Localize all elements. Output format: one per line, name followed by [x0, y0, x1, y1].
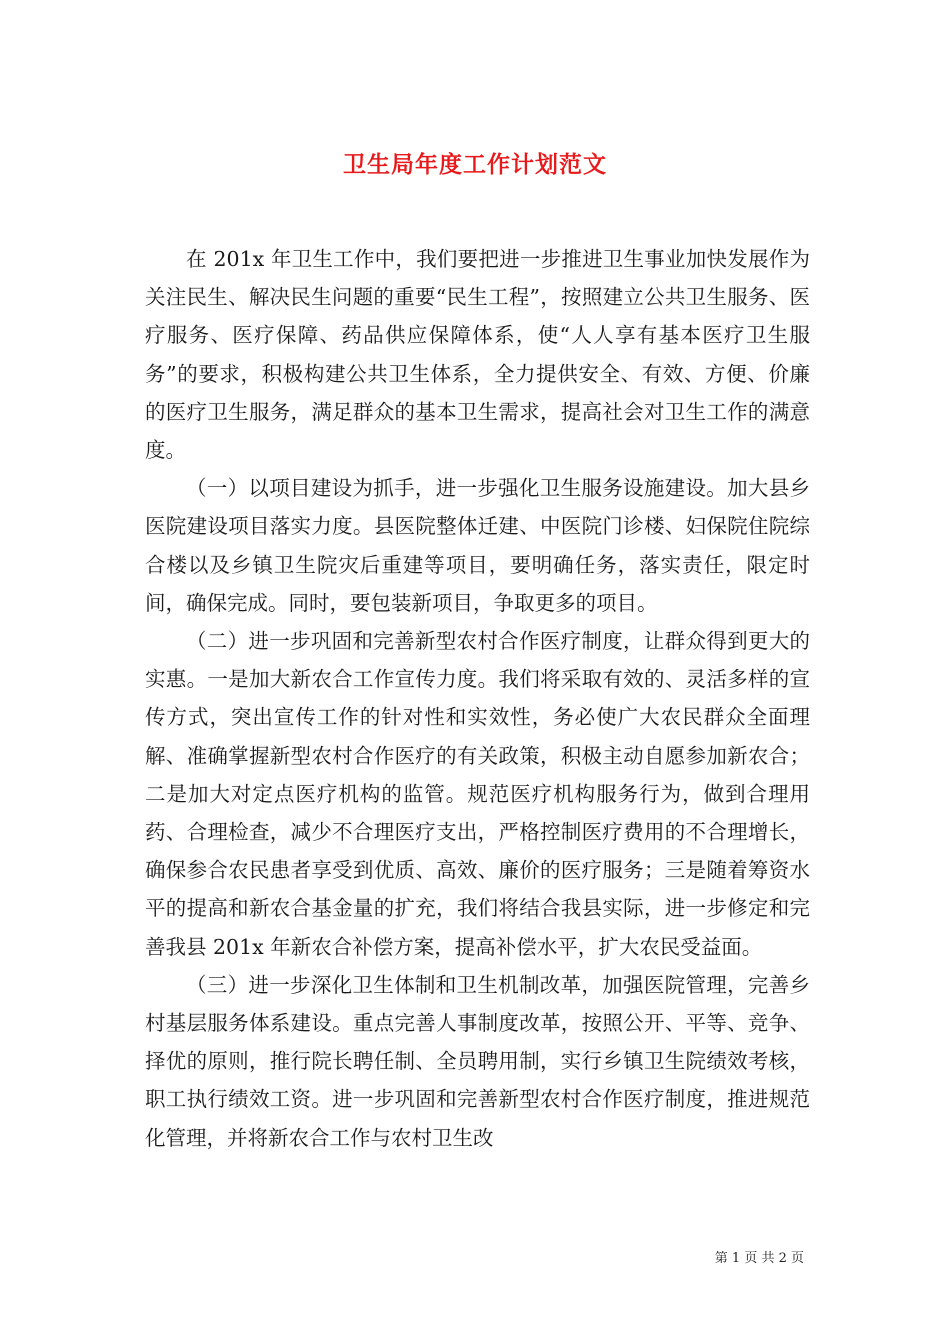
document-body — [145, 240, 810, 1157]
paragraph-section-3: （三）进一步深化卫生体制和卫生机制改革，加强医院管理，完善乡村基层服务体系建设。重点完善人事制度改革，按照公开、平等、竞争、择优的原则，推行院长聘任制、全员聘用制，实行乡镇卫生院绩效考核，职工执行绩效工资。进一步巩固和完善新型农村合作医疗制度，推进规范化管理，并将新农合工作与农村卫生改 — [145, 972, 810, 1150]
page-number: 第 1 页 共 2 页 — [714, 1251, 804, 1266]
paragraph-section-2: （二）进一步巩固和完善新型农村合作医疗制度，让群众得到更大的实惠。一是加大新农合工作宣传力度。我们将采取有效的、灵活多样的宣传方式，突出宣传工作的针对性和实效性，务必使广大农民群众全面理解、准确掌握新型农村合作医疗的有关政策，积极主动自愿参加新农合；二是加大对定点医疗机构的监管。规范医疗机构服务行为，做到合理用药、合理检查，减少不合理医疗支出，严格控制医疗费用的不合理增长，确保参合农民患者享受到优质、高效、廉价的医疗服务；三是随着筹资水平的提高和新农合基金量的扩充，我们将结合我县实际，进一步修定和完善我县 201x 年新农合补偿方案，提高补偿水平，扩大农民受益面。 — [145, 629, 810, 959]
document-title: 卫生局年度工作计划范文 — [343, 151, 607, 179]
paragraph-intro: 在 201x 年卫生工作中，我们要把进一步推进卫生事业加快发展作为关注民生、解决民生问题的重要“民生工程”，按照建立公共卫生服务、医疗服务、医疗保障、药品供应保障体系，使“人人享有基本医疗卫生服务”的要求，积极构建公共卫生体系，全力提供安全、有效、方便、价廉的医疗卫生服务，满足群众的基本卫生需求，提高社会对卫生工作的满意度。 — [145, 247, 810, 463]
paragraph-section-1: （一）以项目建设为抓手，进一步强化卫生服务设施建设。加大县乡医院建设项目落实力度。县医院整体迁建、中医院门诊楼、妇保院住院综合楼以及乡镇卫生院灾后重建等项目，要明确任务，落实责任，限定时间，确保完成。同时，要包装新项目，争取更多的项目。 — [145, 476, 810, 615]
